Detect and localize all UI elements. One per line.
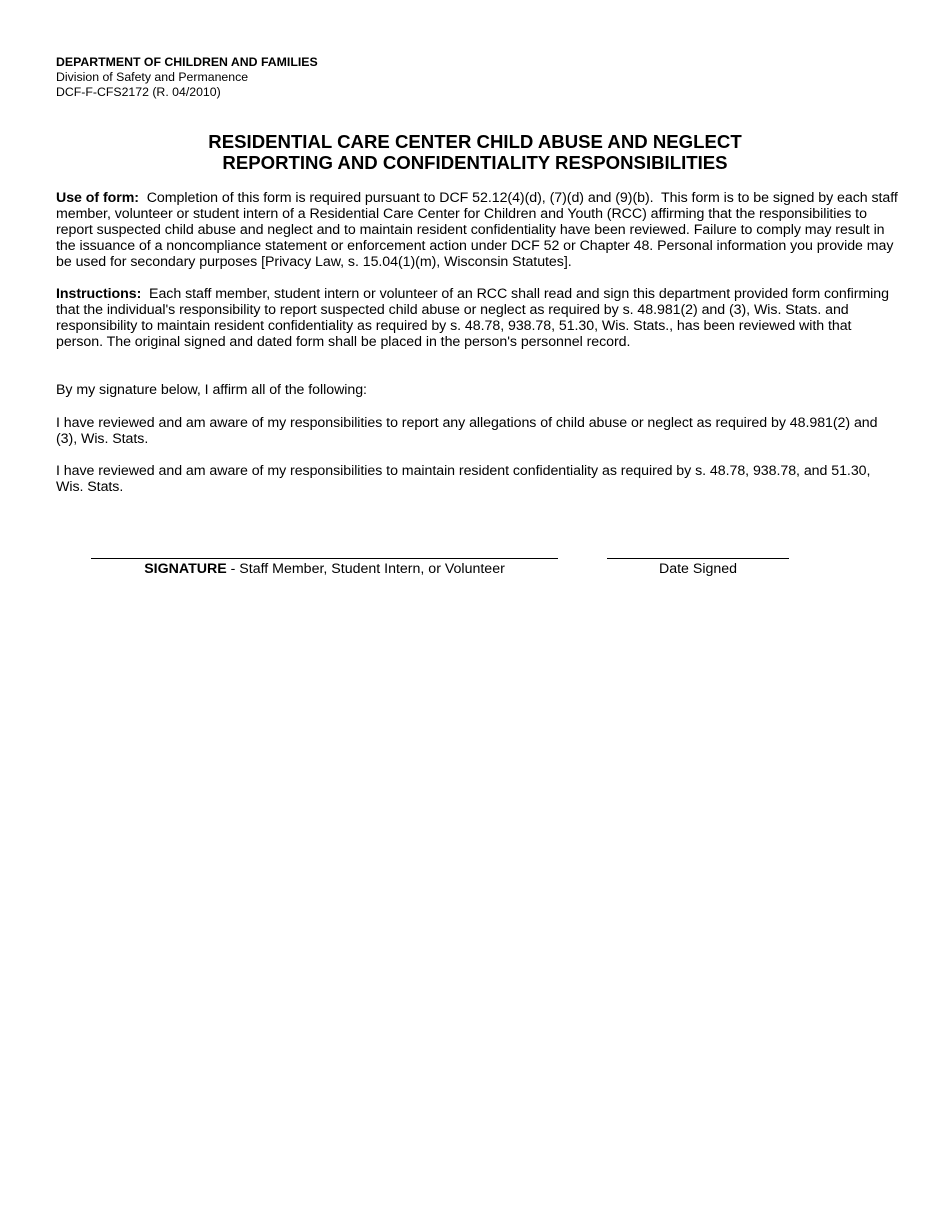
form-id: DCF-F-CFS2172 (R. 04/2010)	[56, 85, 221, 99]
date-signed-line[interactable]	[607, 558, 789, 559]
use-of-form-text: Completion of this form is required pursuant to DCF 52.12(4)(d), (7)(d) and (9)(b). This form is to be signed by each staff	[138, 190, 898, 206]
instructions-label: Instructions:	[56, 286, 142, 302]
use-of-form-text: the issuance of a noncompliance statement or enforcement action under DCF 52 or Chapter 48. Personal information you provide may	[56, 238, 894, 255]
signature-label	[91, 561, 558, 577]
instructions-text: that the individual's responsibility to report suspected child abuse or neglect as required by s. 48.981(2) and (3), Wis. Stats. and	[56, 302, 849, 319]
division-name: Division of Safety and Permanence	[56, 70, 249, 84]
instructions-text: responsibility to maintain resident confidentiality as required by s. 48.78, 938.78, 51.30, Wis. Stats., has been reviewed with that	[56, 318, 852, 335]
signature-line[interactable]	[91, 558, 558, 559]
form-header	[56, 55, 318, 100]
use-of-form-text: report suspected child abuse and neglect and to maintain resident confidentiality have been reviewed. Failure to comply may result in	[56, 222, 885, 239]
department-name: DEPARTMENT OF CHILDREN AND FAMILIES	[56, 55, 318, 69]
affirmation-intro-text: By my signature below, I affirm all of the following:	[56, 382, 367, 398]
use-of-form-section	[56, 190, 906, 270]
date-signed-label: Date Signed	[658, 561, 738, 577]
statement-text: (3), Wis. Stats.	[56, 431, 149, 448]
affirmation-statement-reporting	[56, 415, 906, 447]
instructions-text: person. The original signed and dated form shall be placed in the person's personnel record.	[56, 334, 631, 351]
affirmation-statement-confidentiality	[56, 463, 906, 495]
signature-label-bold: SIGNATURE	[144, 561, 227, 577]
instructions-text: Each staff member, student intern or volunteer of an RCC shall read and sign this department provided form confirming	[141, 286, 889, 302]
title-line-2: REPORTING AND CONFIDENTIALITY RESPONSIBILITIES	[222, 152, 728, 173]
statement-text: I have reviewed and am aware of my responsibilities to report any allegations of child abuse or neglect as required by 48.981(2) and	[56, 415, 878, 431]
statement-text: I have reviewed and am aware of my responsibilities to maintain resident confidentiality as required by s. 48.78, 938.78, and 51.30,	[56, 463, 871, 479]
instructions-section	[56, 286, 906, 350]
use-of-form-text: member, volunteer or student intern of a Residential Care Center for Children and Youth (RCC) affirming that the responsibilities to	[56, 206, 867, 223]
page-title	[0, 131, 950, 173]
signature-label-rest: - Staff Member, Student Intern, or Volunteer	[226, 561, 505, 577]
use-of-form-label: Use of form:	[56, 190, 139, 206]
affirmation-intro	[56, 382, 906, 398]
statement-text: Wis. Stats.	[56, 479, 124, 496]
use-of-form-text: be used for secondary purposes [Privacy Law, s. 15.04(1)(m), Wisconsin Statutes].	[56, 254, 572, 271]
title-line-1: RESIDENTIAL CARE CENTER CHILD ABUSE AND NEGLECT	[208, 131, 742, 152]
